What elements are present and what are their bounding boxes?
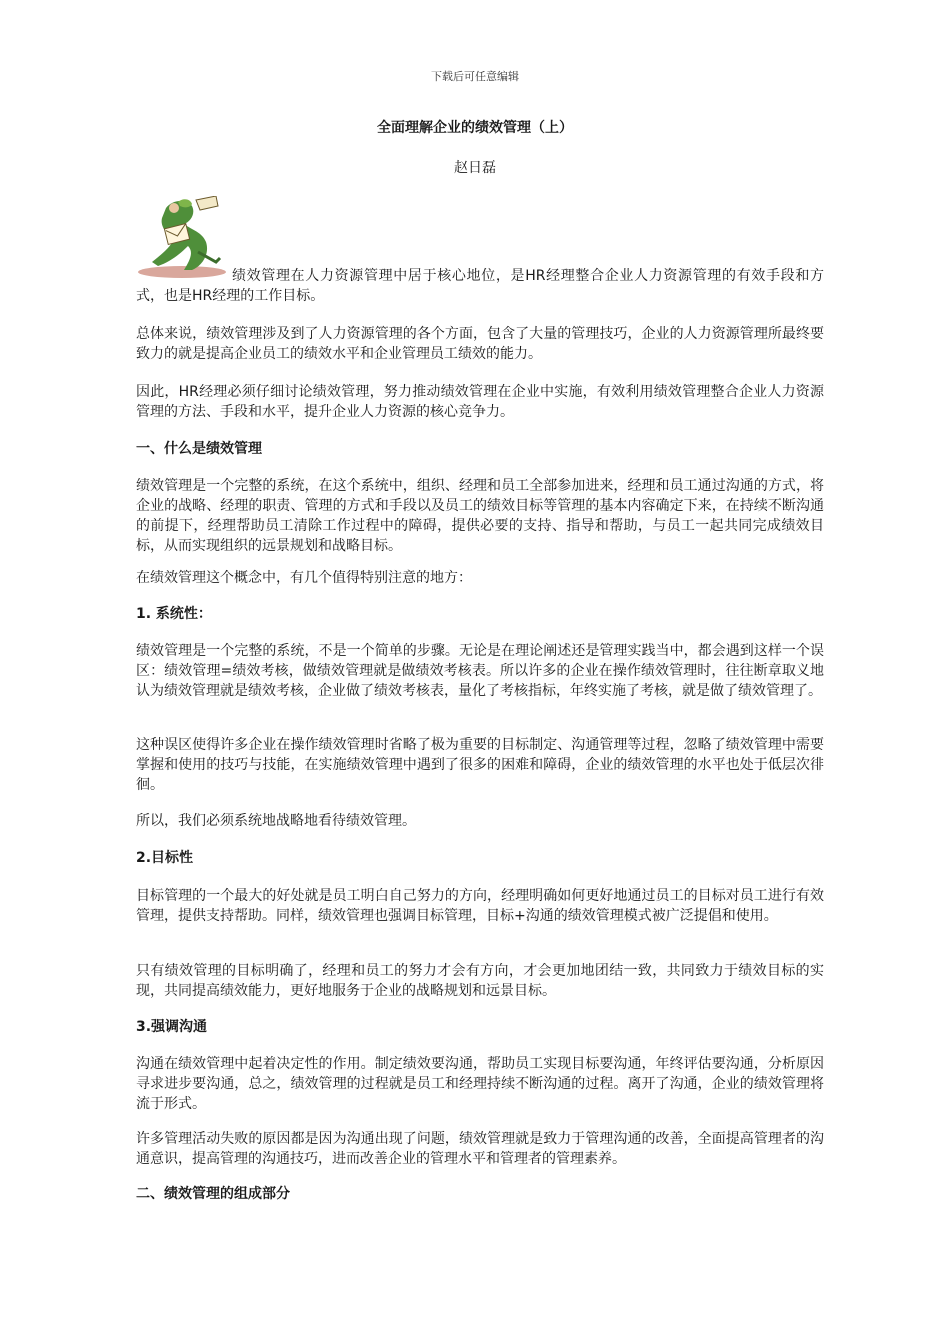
paragraph-intro-1: 绩效管理在人力资源管理中居于核心地位，是HR经理整合企业人力资源管理的有效手段和方式，也是HR经理的工作目标。 — [136, 268, 824, 304]
section-heading-2: 二、绩效管理的组成部分 — [136, 1186, 290, 1202]
header-note: 下载后可任意编辑 — [431, 70, 519, 83]
document-author: 赵日磊 — [454, 160, 496, 176]
paragraph-definition: 绩效管理是一个完整的系统，在这个系统中，组织、经理和员工全部参加进来，经理和员工通过沟通的方式，将企业的战略、经理的职责、管理的方式和手段以及员工的绩效目标等管理的基本内容确定下来，在持续不断沟通的前提下，经理帮助员工清除工作过程中的障碍，提供必要的支持、指导和帮助，与员工一起共同完成绩效目标，从而实现组织的远景规划和战略目标。 — [136, 478, 824, 554]
paragraph-goal-2: 只有绩效管理的目标明确了，经理和员工的努力才会有方向，才会更加地团结一致，共同致力于绩效目标的实现，共同提高绩效能力，更好地服务于企业的战略规划和远景目标。 — [136, 963, 824, 999]
paragraph-notes-intro: 在绩效管理这个概念中，有几个值得特别注意的地方： — [136, 570, 472, 586]
paragraph-systematic-1: 绩效管理是一个完整的系统，不是一个简单的步骤。无论是在理论阐述还是管理实践当中，都会遇到这样一个误区：绩效管理=绩效考核，做绩效管理就是做绩效考核表。所以许多的企业在操作绩效管理时，往往断章取义地认为绩效管理就是绩效考核，企业做了绩效考核表，量化了考核指标，年终实施了考核，就是做了绩效管理了。 — [136, 643, 824, 699]
subheading-goal: 2.目标性 — [136, 850, 194, 866]
paragraph-systematic-3: 所以，我们必须系统地战略地看待绩效管理。 — [136, 813, 416, 829]
paragraph-intro-2: 总体来说，绩效管理涉及到了人力资源管理的各个方面，包含了大量的管理技巧，企业的人力资源管理所最终要致力的就是提高企业员工的绩效水平和企业管理员工绩效的能力。 — [136, 326, 824, 362]
paragraph-systematic-2: 这种误区使得许多企业在操作绩效管理时省略了极为重要的目标制定、沟通管理等过程，忽略了绩效管理中需要掌握和使用的技巧与技能，在实施绩效管理中遇到了很多的困难和障碍，企业的绩效管理的水平也处于低层次徘徊。 — [136, 737, 824, 793]
paragraph-goal-1: 目标管理的一个最大的好处就是员工明白自己努力的方向，经理明确如何更好地通过员工的目标对员工进行有效管理，提供支持帮助。同样，绩效管理也强调目标管理，目标+沟通的绩效管理模式被广泛提倡和使用。 — [136, 888, 824, 924]
section-heading-1: 一、什么是绩效管理 — [136, 441, 262, 457]
paragraph-intro-3: 因此，HR经理必须仔细讨论绩效管理，努力推动绩效管理在企业中实施，有效利用绩效管理整合企业人力资源管理的方法、手段和水平，提升企业人力资源的核心竞争力。 — [136, 384, 824, 420]
paragraph-communication-1: 沟通在绩效管理中起着决定性的作用。制定绩效要沟通，帮助员工实现目标要沟通，年终评估要沟通，分析原因寻求进步要沟通，总之，绩效管理的过程就是员工和经理持续不断沟通的过程。离开了沟通，企业的绩效管理将流于形式。 — [136, 1056, 824, 1112]
subheading-systematic: 1. 系统性： — [136, 606, 212, 622]
subheading-communication: 3.强调沟通 — [136, 1019, 208, 1035]
paragraph-communication-2: 许多管理活动失败的原因都是因为沟通出现了问题，绩效管理就是致力于管理沟通的改善，全面提高管理者的沟通意识，提高管理的沟通技巧，进而改善企业的管理水平和管理者的管理素养。 — [136, 1131, 824, 1167]
document-title: 全面理解企业的绩效管理（上） — [377, 120, 573, 136]
